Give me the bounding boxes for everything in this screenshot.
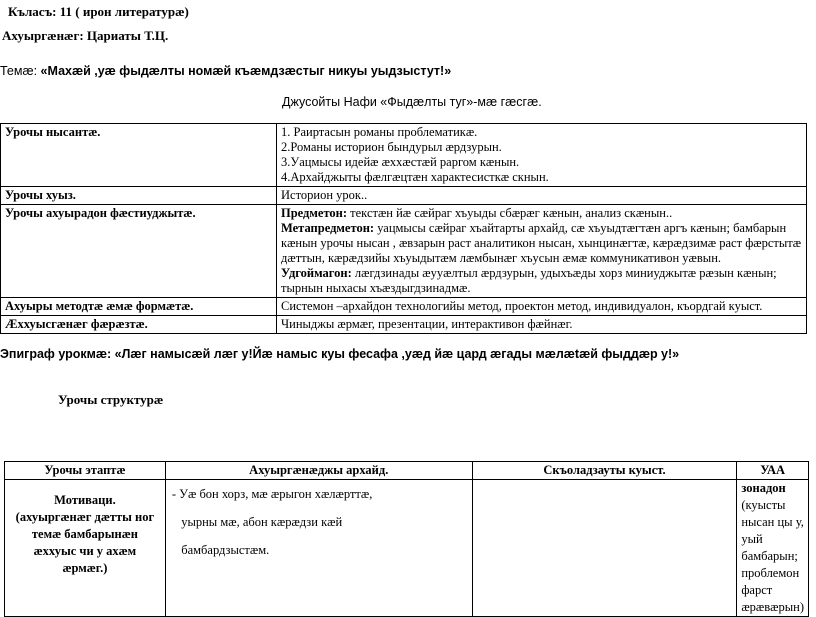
subtitle: Джусойты Нафи «Фыдæлты туг»-мæ гæсгæ. [282, 95, 542, 109]
theme-label: Темæ: [0, 64, 38, 78]
subject-result [281, 206, 802, 221]
goals-cell [277, 124, 807, 187]
uaa-line: (куысты нысан цы у, [741, 498, 804, 529]
goal-item: 2.Романы историон бындурыл æрдзурын. [281, 140, 502, 154]
equipment-value: Чиныджы æрмæг, презентации, интерактивон фæйнæг. [277, 316, 807, 334]
table-row [1, 205, 807, 298]
meta-text: уацмысы сæйраг хъайтарты архайд, сæ хъуыдтæгтæн аргъ кæнын; бамбарын кæнын урочы нысан , æвзарын раст аналитикон нысан, хынцинæгтæ, кæрæдзимæ раст фæрстытæ дæттын, кæрæдзийы хъуыдытæм лæмбынæг хъусын æмæ коммуникативон уæвын. [281, 221, 802, 265]
uaa-line: уый бамбарын; [741, 532, 798, 563]
goal-item: 4.Архайджыты фæлгæцтæн характесисткæ скнын. [281, 170, 549, 184]
theme-text: «Махæй ,уæ фыдæлты номæй къæмдзæстыг никуы уыдзыстут!» [37, 64, 452, 78]
teacher-activity-cell [165, 480, 472, 617]
type-value: Историон урок.. [277, 187, 807, 205]
table-header-row [5, 462, 809, 480]
stage-line: æрмæг.) [62, 561, 108, 575]
column-header: Урочы этаптæ [5, 462, 166, 480]
personal-text: лæгдзинады æууæлтыл æрдзурын, удыхъæды хорз миниуджытæ рæзын кæнын; тырнын ныхасы хъæздыгдзинадмæ. [281, 266, 777, 295]
stage-line: (ахуыргæнæг дæтты ног [15, 510, 155, 524]
column-header: УАА [737, 462, 809, 480]
table-row [1, 316, 807, 334]
table-row [1, 298, 807, 316]
structure-table [4, 461, 809, 617]
table-row [5, 480, 809, 617]
uaa-cell [737, 480, 809, 617]
subject-text: текстæн йæ сæйраг хъуыды сбæрæг кæнын, анализ скæнын.. [347, 206, 673, 220]
structure-title: Урочы структурæ [58, 392, 164, 407]
meta-result [281, 221, 802, 266]
lesson-info-table [0, 123, 807, 334]
subject-label: Предметон: [281, 206, 348, 220]
stage-cell [5, 480, 166, 617]
teacher-line: Ахуыргæнæг: Цариаты Т.Ц. [2, 28, 169, 43]
uaa-title: зонадон [741, 481, 786, 495]
personal-label: Удгоймагон: [281, 266, 352, 280]
goals-label: Урочы нысантæ. [1, 124, 277, 187]
class-line: Къласъ: 11 ( ирон литературæ) [8, 4, 189, 19]
column-header: Скъоладзауты куыст. [472, 462, 737, 480]
personal-result [281, 266, 802, 296]
teacher-line: - Уæ бон хорз, мæ æрыгон хæлæрттæ, [171, 487, 373, 501]
stage-line: темæ бамбарынæн [31, 527, 138, 541]
epigraph: Эпиграф урокмæ: «Лæг намысæй лæг у!Йæ намыс куы фесафа ,уæд йæ цард æгады мæлætæй фыддæр у!» [0, 347, 680, 361]
stage-line: æххуыс чи у ахæм [33, 544, 137, 558]
table-row [1, 124, 807, 187]
table-row [1, 187, 807, 205]
goal-item: 1. Раиртасын романы проблематикæ. [281, 125, 478, 139]
teacher-line: уырны мæ, абон кæрæдзи кæй [171, 515, 343, 529]
equipment-label: Æххуысгæнæг фæрæзтæ. [1, 316, 277, 334]
students-work-cell [472, 480, 737, 617]
type-label: Урочы хуыз. [1, 187, 277, 205]
methods-label: Ахуыры методтæ æмæ формæтæ. [1, 298, 277, 316]
goal-item: 3.Уацмысы идейæ æххæстæй раргом кæнын. [281, 155, 520, 169]
uaa-line: проблемон фарст [741, 566, 800, 597]
theme-line [0, 64, 451, 78]
uaa-line: æрæвæрын) [741, 600, 804, 614]
meta-label: Метапредметон: [281, 221, 375, 235]
column-header: Ахуыргæнæджы архайд. [165, 462, 472, 480]
stage-title: Мотиваци. [54, 493, 116, 507]
results-cell [277, 205, 807, 298]
methods-value: Системон –архайдон технологийы метод, проектон метод, индивидуалон, къордгай куыст. [277, 298, 807, 316]
teacher-line: бамбардзыстæм. [171, 543, 270, 557]
results-label: Урочы ахуырадон фæстиуджытæ. [1, 205, 277, 298]
